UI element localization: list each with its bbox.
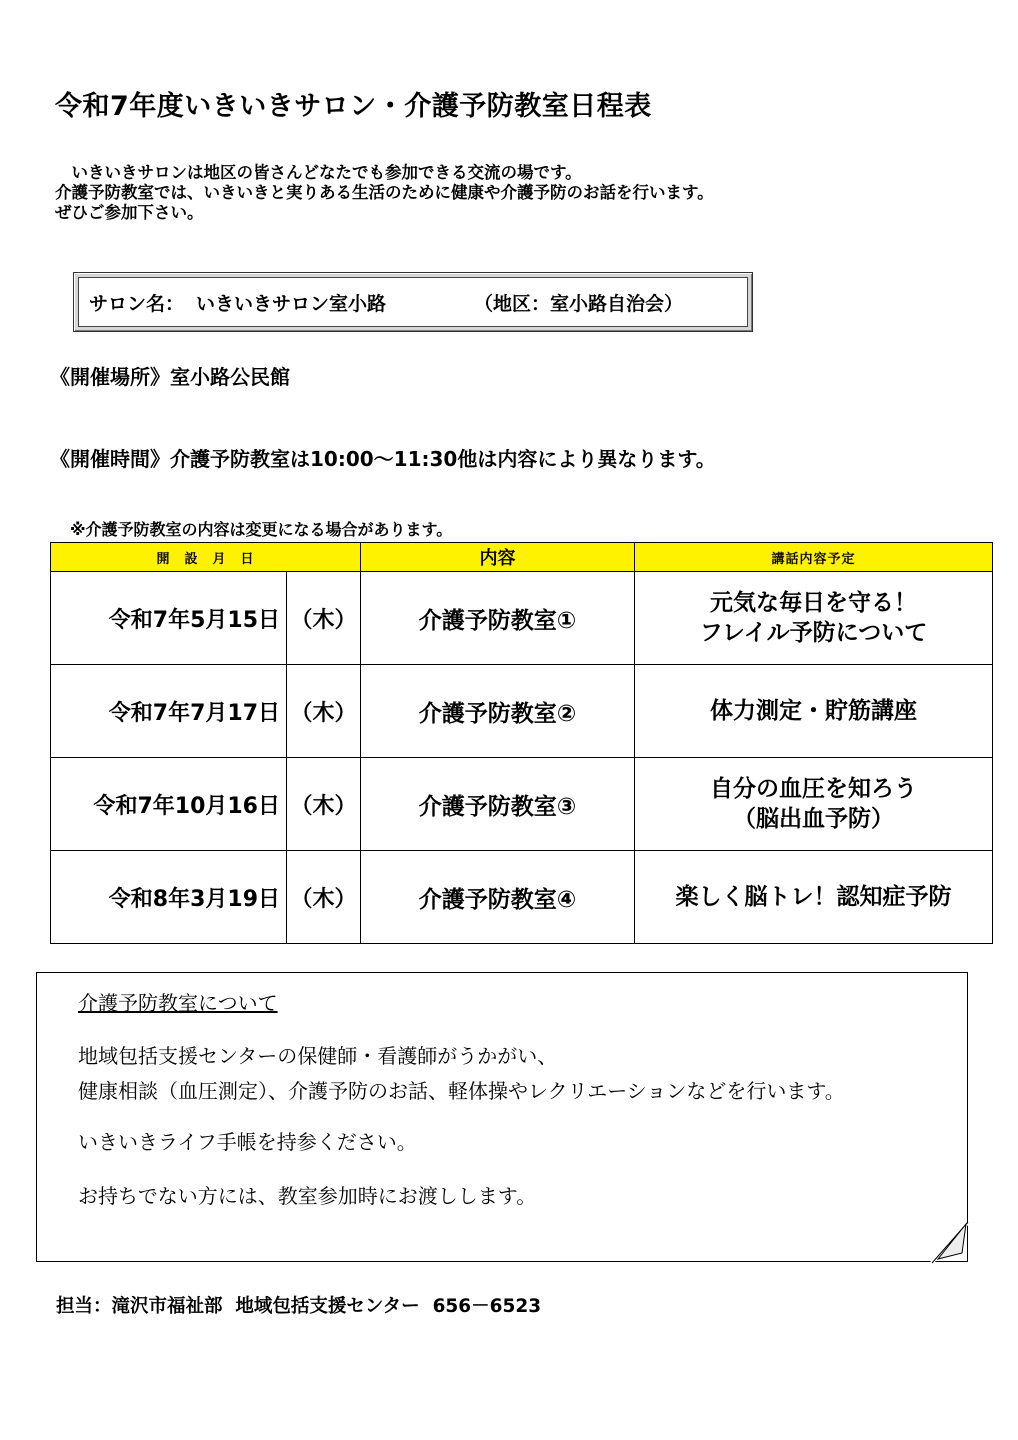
row-day: （木）: [287, 665, 361, 758]
salon-district: （地区：室小路自治会）: [474, 292, 684, 315]
row-topic: [635, 758, 993, 851]
table-header-row: [51, 543, 993, 572]
topic-line: 体力測定・貯筋講座: [710, 698, 917, 724]
salon-name: いきいきサロン室小路: [196, 292, 387, 315]
row-date: 令和8年3月19日: [51, 851, 287, 944]
topic-line: （脳出血予防）: [733, 806, 894, 832]
topic-line: 元気な毎日を守る！: [710, 590, 917, 616]
info-line: 地域包括支援センターの保健師・看護師がうかがい、: [78, 1044, 558, 1068]
page-title: 令和7年度いきいきサロン・介護予防教室日程表: [55, 91, 652, 122]
venue-text: 《開催場所》室小路公民館: [50, 365, 290, 389]
intro-line: いきいきサロンは地区の皆さんどなたでも参加できる交流の場です。: [55, 163, 582, 182]
schedule-table: [50, 542, 993, 944]
row-date: 令和7年7月17日: [51, 665, 287, 758]
header-content: 内容: [361, 543, 635, 572]
contact-label: 担当：滝沢市福祉部: [56, 1296, 223, 1317]
contact-org: 地域包括支援センター: [235, 1296, 420, 1317]
row-date: 令和7年10月16日: [51, 758, 287, 851]
intro-line: 介護予防教室では、いきいきと実りある生活のために健康や介護予防のお話を行います。: [55, 183, 714, 202]
info-line: 健康相談（血圧測定）、介護予防のお話、軽体操やレクリエーションなどを行います。: [78, 1079, 845, 1103]
info-line: いきいきライフ手帳を持参ください。: [78, 1130, 417, 1154]
row-day: （木）: [287, 758, 361, 851]
info-line: お持ちでない方には、教室参加時にお渡しします。: [78, 1184, 537, 1208]
row-content: 介護予防教室①: [361, 572, 635, 665]
row-content: 介護予防教室④: [361, 851, 635, 944]
info-heading: 介護予防教室について: [78, 991, 278, 1015]
intro-line: ぜひご参加下さい。: [55, 203, 204, 222]
salon-label: サロン名：: [89, 292, 185, 315]
hours-text: 《開催時間》介護予防教室は10:00～11:30他は内容により異なります。: [50, 447, 716, 471]
row-topic: [635, 572, 993, 665]
table-row: [51, 851, 993, 944]
header-date: 開 設 月 日: [51, 543, 361, 572]
topic-line: 楽しく脳トレ！認知症予防: [675, 884, 952, 910]
table-row: [51, 572, 993, 665]
salon-name-inner: [78, 277, 748, 327]
table-row: [51, 758, 993, 851]
topic-line: 自分の血圧を知ろう: [710, 776, 917, 802]
intro-text: [55, 163, 714, 223]
change-note: ※介護予防教室の内容は変更になる場合があります。: [70, 520, 453, 539]
page-curl-icon: [930, 1222, 970, 1264]
row-topic: [635, 665, 993, 758]
table-row: [51, 665, 993, 758]
topic-line: フレイル予防について: [699, 620, 928, 646]
salon-name-box: [73, 272, 753, 332]
row-topic: [635, 851, 993, 944]
contact-line: [56, 1292, 541, 1318]
row-day: （木）: [287, 572, 361, 665]
row-content: 介護予防教室③: [361, 758, 635, 851]
row-day: （木）: [287, 851, 361, 944]
row-content: 介護予防教室②: [361, 665, 635, 758]
contact-phone: 656－6523: [432, 1296, 542, 1317]
row-date: 令和7年5月15日: [51, 572, 287, 665]
header-topic: 講話内容予定: [635, 543, 993, 572]
